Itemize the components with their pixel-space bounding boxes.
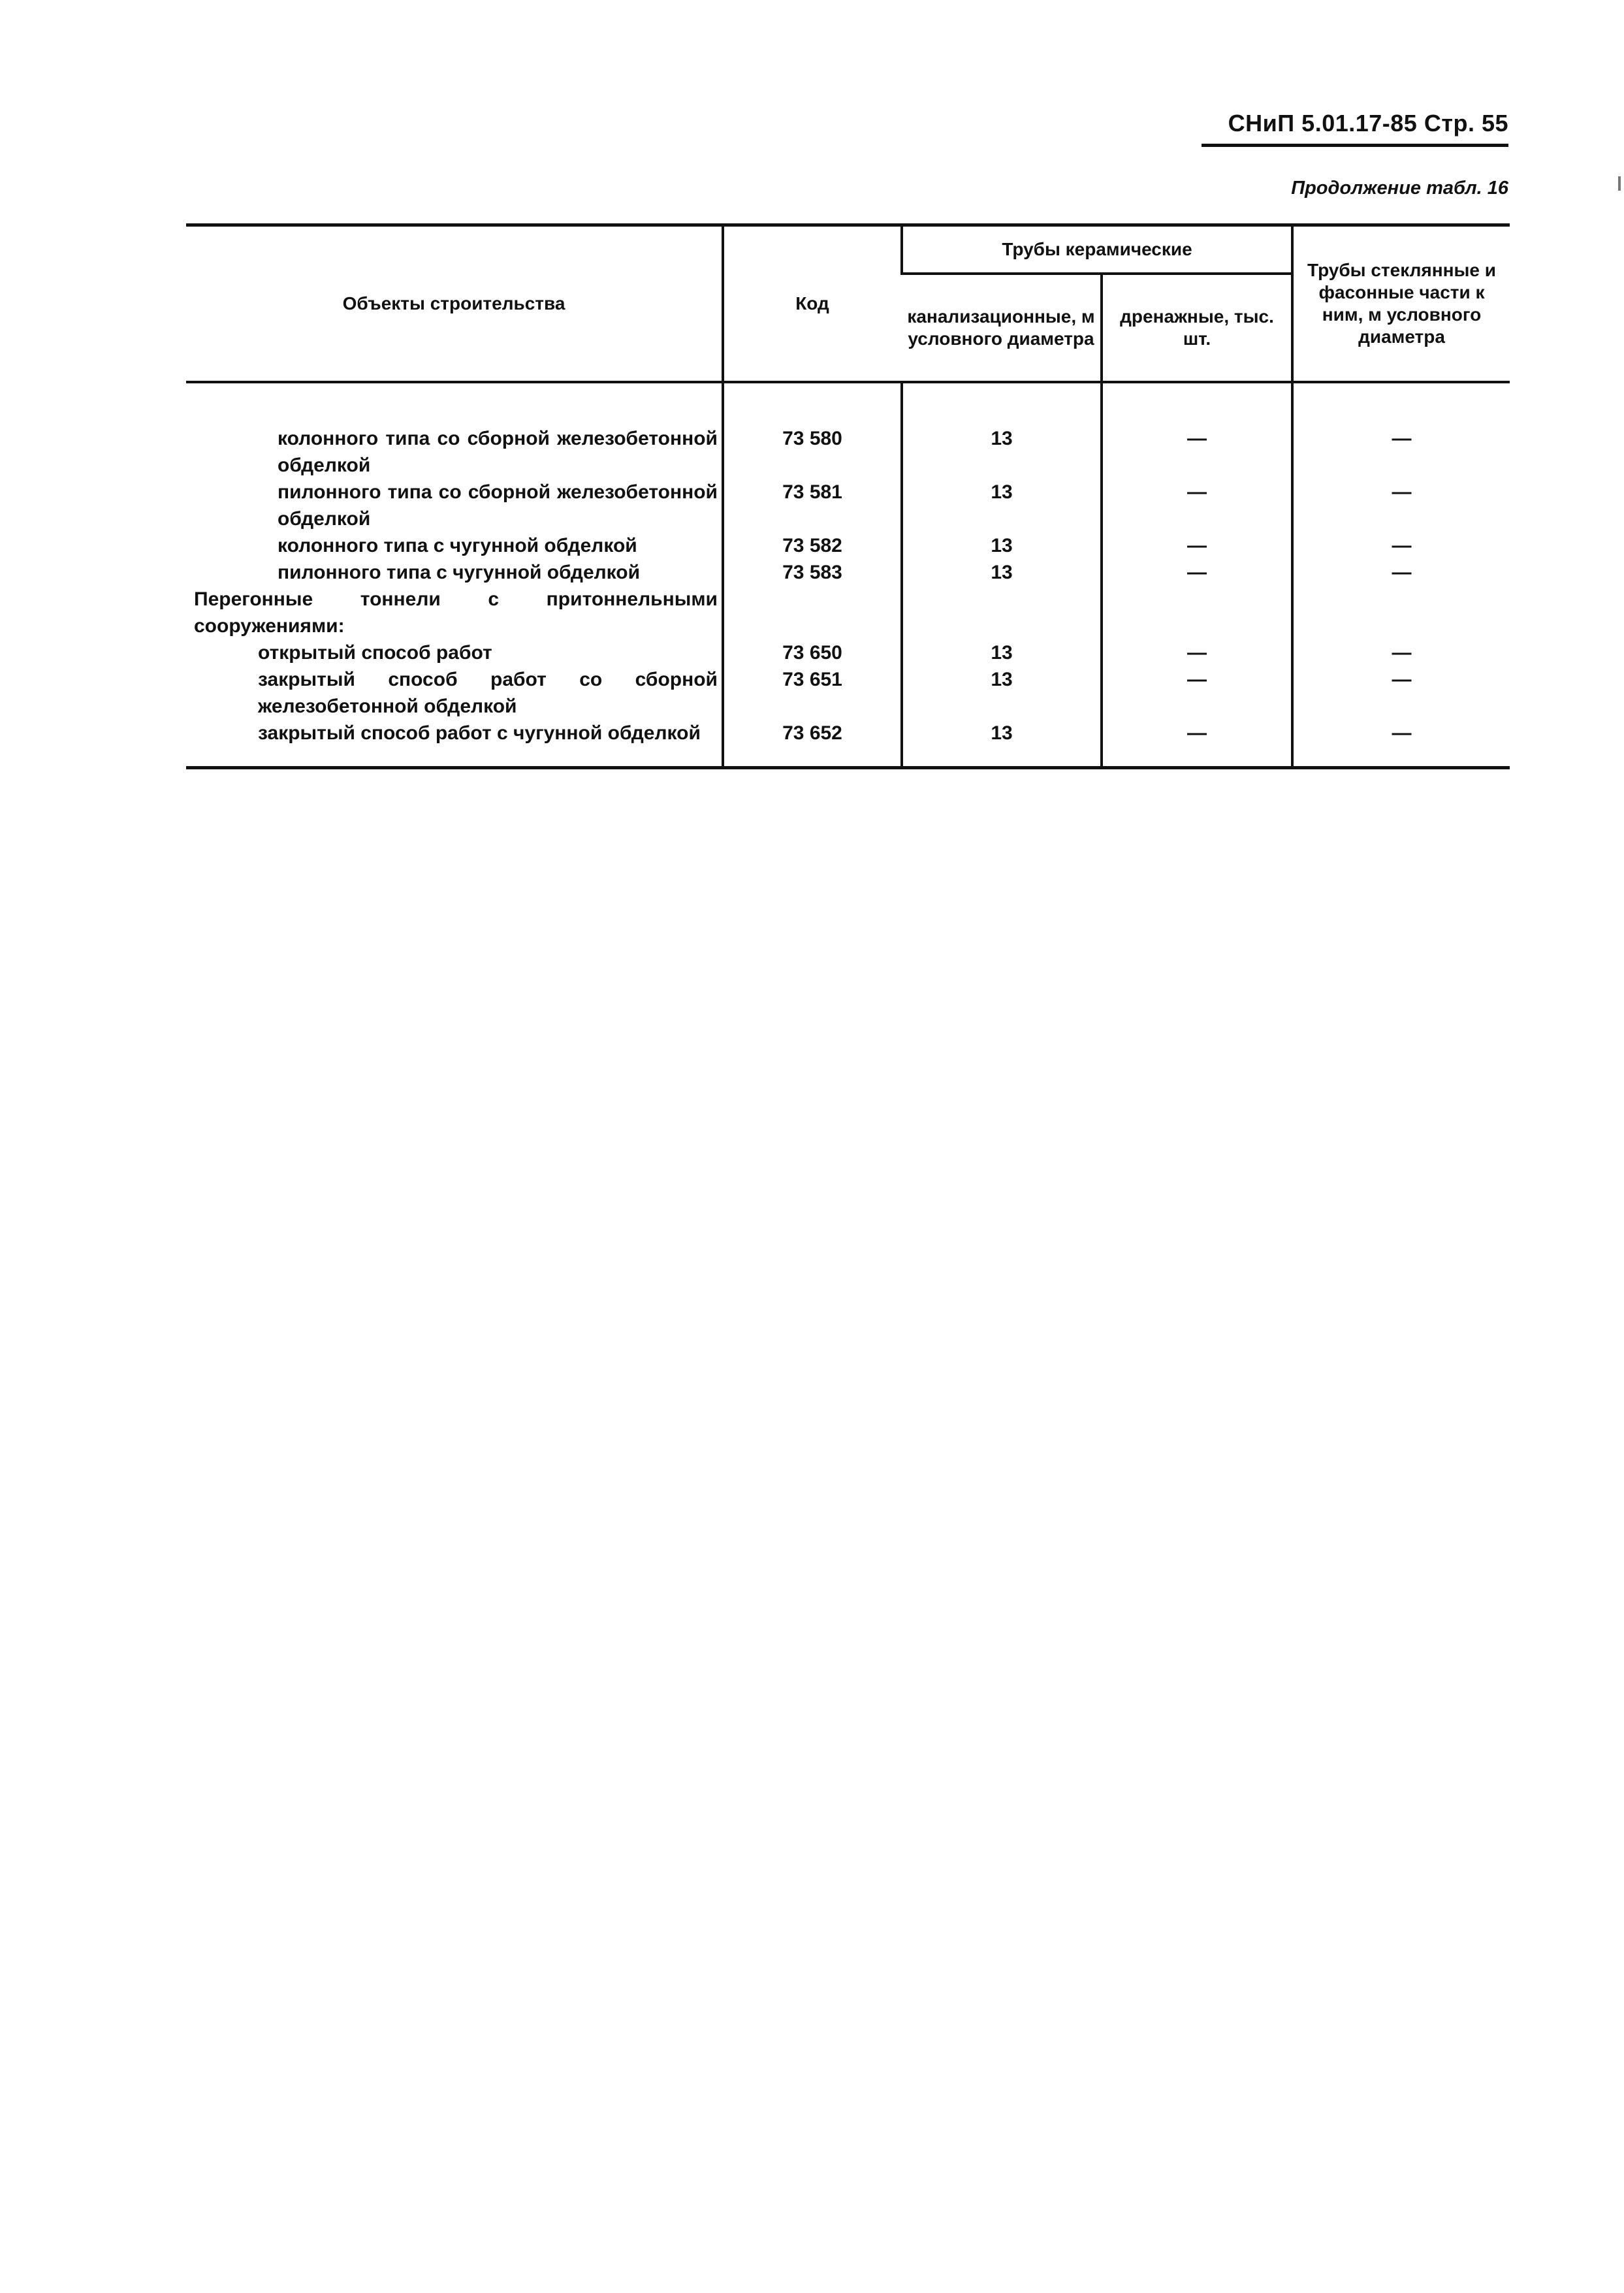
column-group-header-ceramic: Трубы керамические [902,225,1292,274]
column-header-glass: Трубы стеклянные и фасонные части к ним, м условного диаметра [1292,225,1510,383]
margin-mark [1618,176,1621,191]
table-row [186,666,1510,720]
table-row [186,532,1510,559]
row-drainage: — [1102,479,1292,532]
row-drainage: — [1102,720,1292,768]
row-code [723,586,902,639]
table-row [186,559,1510,586]
row-drainage: — [1102,559,1292,586]
table-row [186,479,1510,532]
table-continuation-note: Продолжение табл. 16 [1291,178,1508,199]
row-object: закрытый способ работ с чугунной обделкой [186,720,723,768]
column-header-code: Код [723,225,902,383]
table-row [186,720,1510,768]
data-table [186,223,1510,769]
row-object: пилонного типа со сборной железобетонной обделкой [278,481,718,530]
table-row [186,425,1510,479]
row-sewer: 13 [902,425,1102,479]
row-object: колонного типа со сборной железобетонной обделкой [278,428,718,476]
row-object: открытый способ работ [258,642,492,664]
row-code: 73 580 [723,425,902,479]
row-drainage: — [1102,425,1292,479]
row-object: пилонного типа с чугунной обделкой [278,562,641,583]
row-code: 73 581 [723,479,902,532]
row-sewer: 13 [902,559,1102,586]
row-sewer: 13 [902,639,1102,666]
table-row [186,639,1510,666]
row-sewer: 13 [902,666,1102,720]
table-row [186,586,1510,639]
row-drainage: — [1102,639,1292,666]
row-glass [1292,586,1510,639]
row-glass: — [1292,639,1510,666]
row-sewer: 13 [902,479,1102,532]
row-sewer: 13 [902,532,1102,559]
row-glass: — [1292,720,1510,768]
row-code: 73 583 [723,559,902,586]
row-glass: — [1292,425,1510,479]
row-sewer: 13 [902,720,1102,768]
row-drainage: — [1102,532,1292,559]
row-object: закрытый способ работ со сборной железобетонной обделкой [258,669,718,717]
row-sewer [902,586,1102,639]
row-code: 73 582 [723,532,902,559]
column-header-sewer: канализационные, м условного диаметра [902,274,1102,382]
row-glass: — [1292,666,1510,720]
row-glass: — [1292,532,1510,559]
column-header-drainage: дренажные, тыс. шт. [1102,274,1292,382]
column-header-object: Объекты строительства [186,225,723,383]
row-code: 73 651 [723,666,902,720]
row-code: 73 650 [723,639,902,666]
row-object-section: Перегонные тоннели с притоннельными сооружениями: [194,588,718,637]
row-glass: — [1292,479,1510,532]
row-drainage: — [1102,666,1292,720]
page-header: СНиП 5.01.17-85 Стр. 55 [1202,110,1508,147]
row-object: колонного типа с чугунной обделкой [278,535,637,556]
row-glass: — [1292,559,1510,586]
row-drainage [1102,586,1292,639]
row-code: 73 652 [723,720,902,768]
